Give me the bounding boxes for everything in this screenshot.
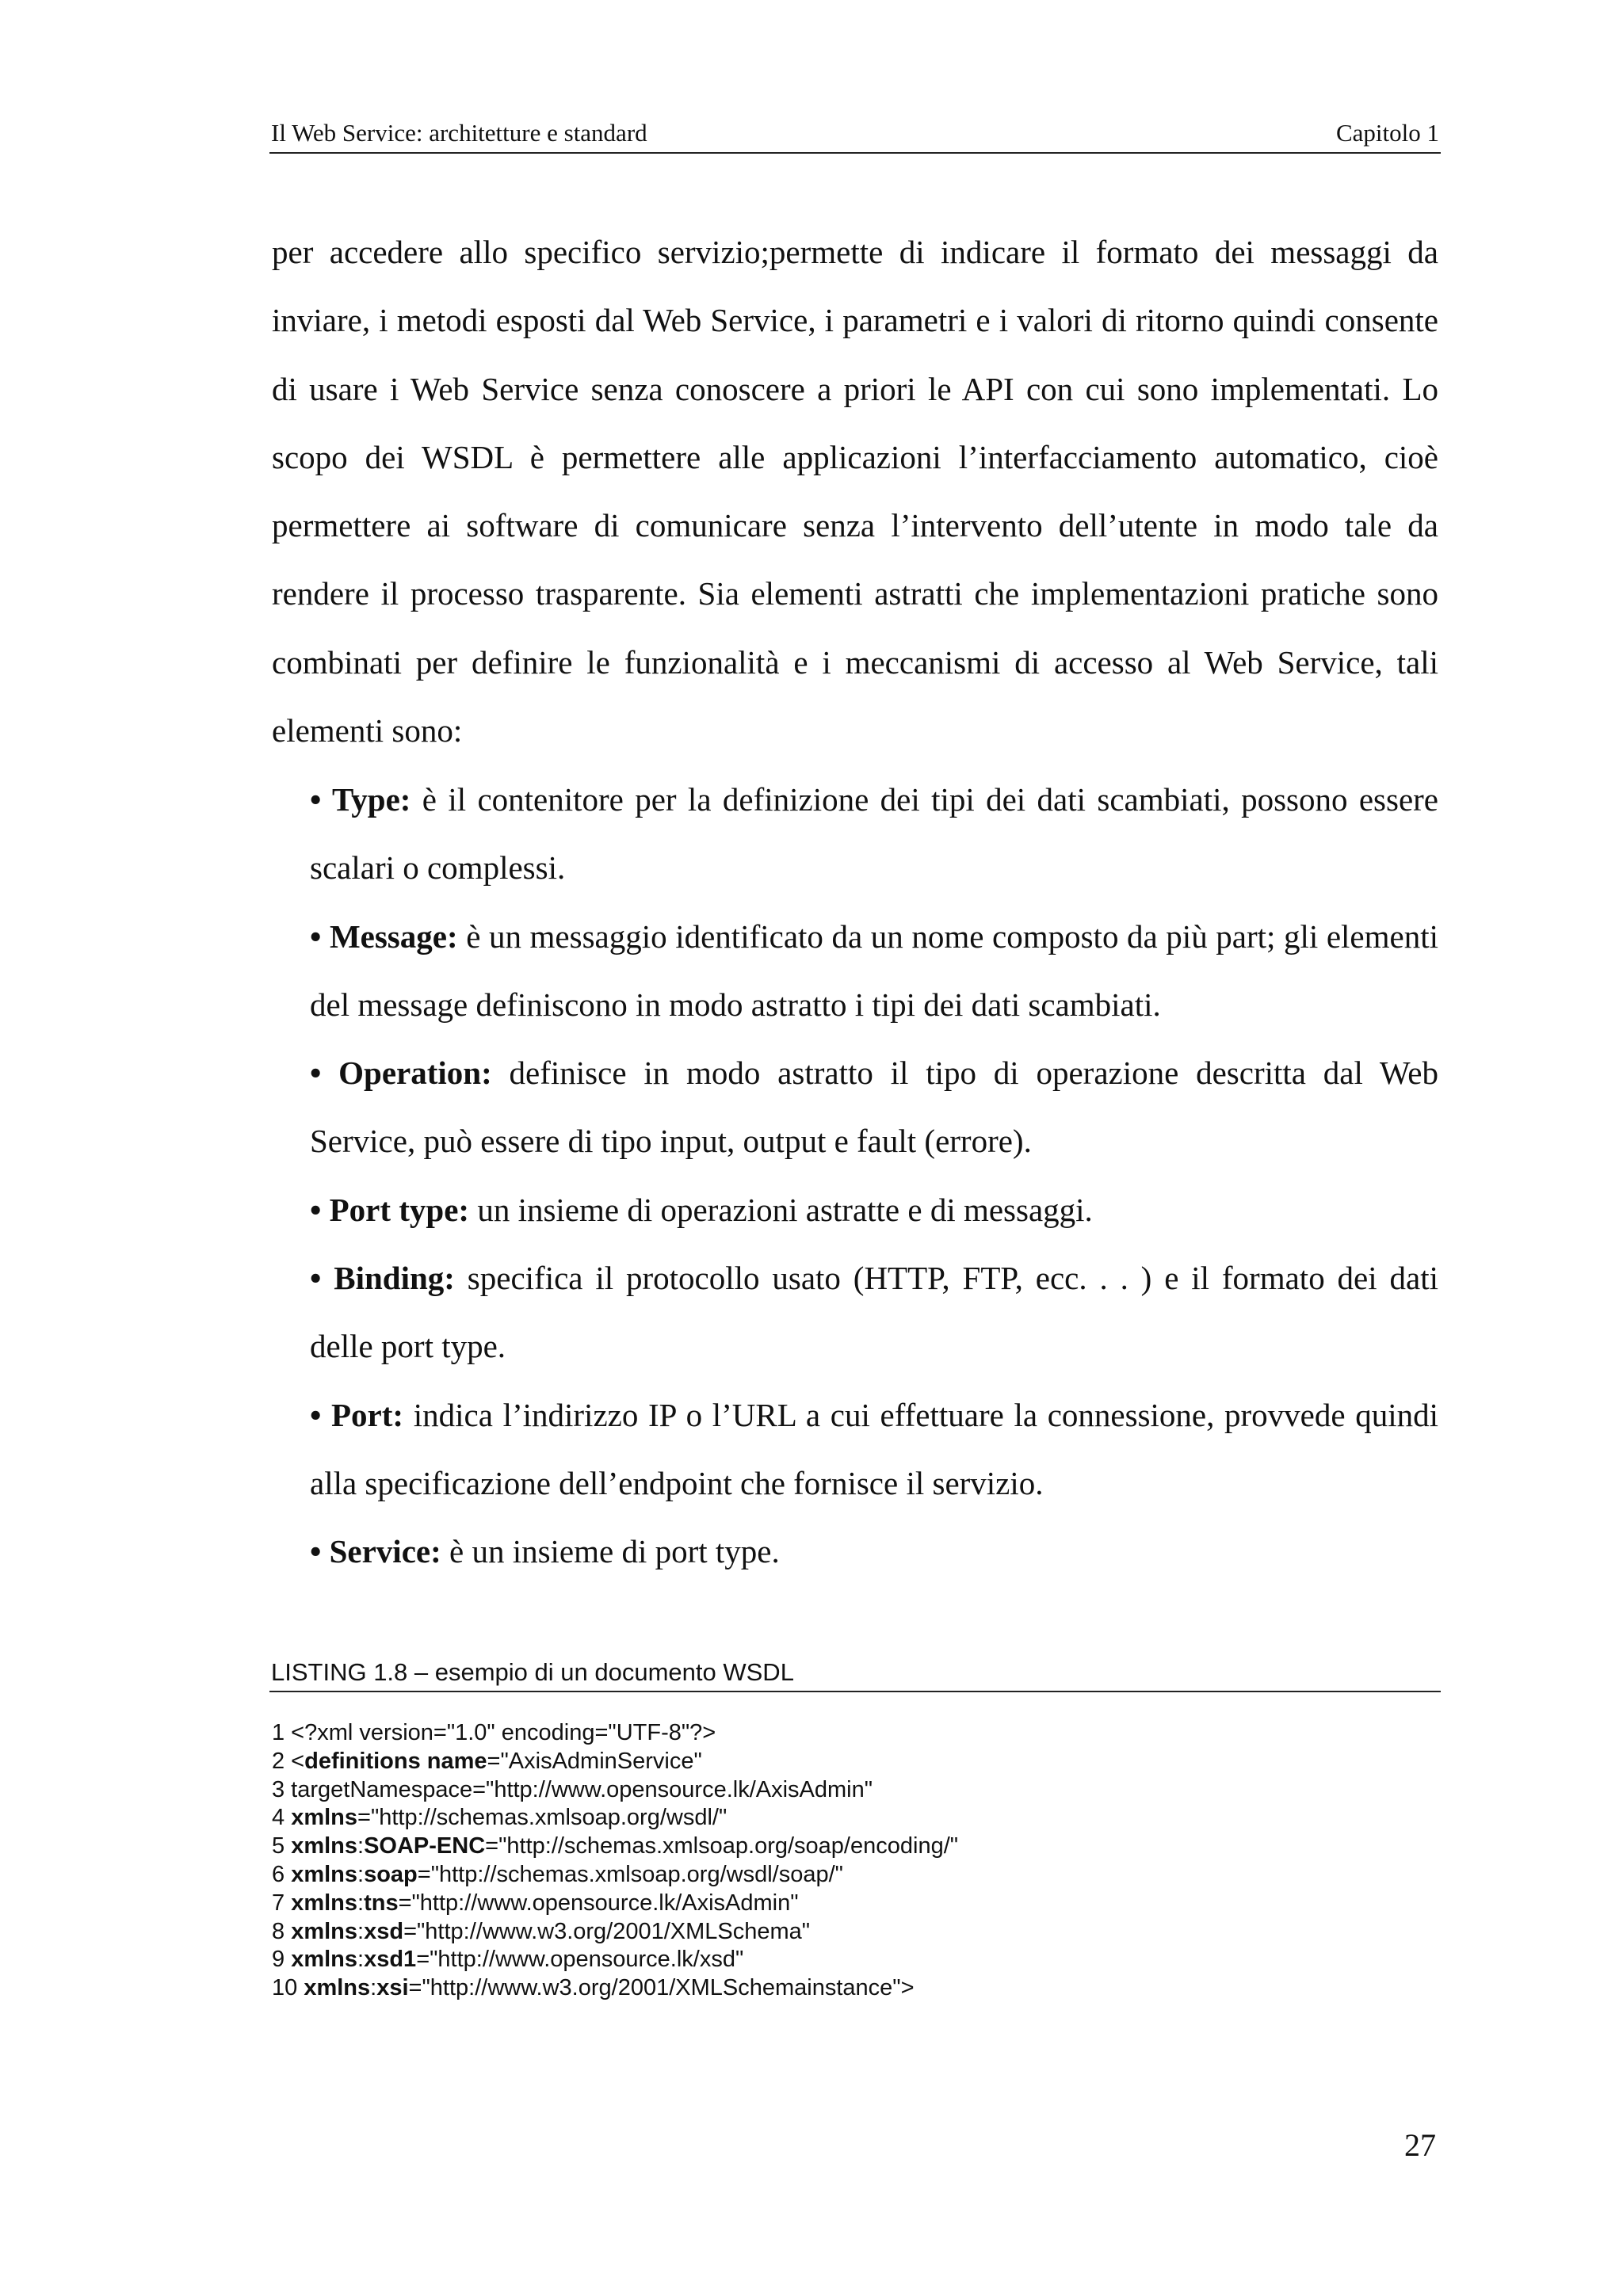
- list-item: • Binding: specifica il protocollo usato (HTTP, FTP, ecc. . . ) e il formato dei dati delle port type.: [310, 1260, 1438, 1365]
- list-item-text: un insieme di operazioni astratte e di messaggi.: [469, 1191, 1093, 1228]
- list-item-term: Port type:: [329, 1191, 470, 1228]
- running-header: [269, 114, 1441, 154]
- page-number: 27: [1404, 2127, 1436, 2163]
- code-line: 5 xmlns:SOAP-ENC="http://schemas.xmlsoap.org/soap/encoding/": [272, 1833, 959, 1859]
- list-item-term: Binding:: [334, 1260, 455, 1297]
- list-item-term: Message:: [329, 917, 458, 955]
- list-item-text: specifica il protocollo usato (HTTP, FTP, ecc. . . ) e il formato dei dati delle port type.: [310, 1260, 1438, 1365]
- list-item-term: Service:: [329, 1533, 441, 1570]
- list-item: • Type: è il contenitore per la definizione dei tipi dei dati scambiati, possono essere scalari o complessi.: [310, 781, 1438, 887]
- list-item: • Message: è un messaggio identificato da un nome composto da più part; gli elementi del message definiscono in modo astratto i tipi dei dati scambiati.: [310, 917, 1438, 1023]
- wsdl-elements-list: [310, 765, 1438, 1586]
- code-line: 4 xmlns="http://schemas.xmlsoap.org/wsdl/": [272, 1805, 727, 1831]
- list-item: • Port type: un insieme di operazioni astratte e di messaggi.: [310, 1191, 1093, 1228]
- header-chapter-title: Il Web Service: architetture e standard: [271, 119, 647, 147]
- list-item-text: è un messaggio identificato da un nome composto da più part; gli elementi del message definiscono in modo astratto i tipi dei dati scambiati.: [310, 917, 1438, 1023]
- code-listing: [272, 1719, 1437, 2003]
- listing-caption: [269, 1654, 1441, 1692]
- list-item: • Port: indica l’indirizzo IP o l’URL a cui effettuare la connessione, provvede quindi alla specificazione dell’endpoint che fornisce il servizio.: [310, 1396, 1438, 1501]
- listing-caption-text: LISTING 1.8 – esempio di un documento WSDL: [271, 1658, 794, 1686]
- header-chapter-number: Capitolo 1: [1335, 119, 1439, 147]
- body-paragraph: per accedere allo specifico servizio;permette di indicare il formato dei messaggi da inviare, i metodi esposti dal Web Service, i parametri e i valori di ritorno quindi consente di usare i Web Service senza conoscere a priori le API con cui sono implementati. Lo scopo dei WSDL è permettere alle applicazioni l’interfacciamento automatico, cioè permettere ai software di comunicare senza l’intervento dell’utente in modo tale da rendere il processo trasparente. Sia elementi astratti che implementazioni pratiche sono combinati per definire le funzionalità e i meccanismi di accesso al Web Service, tali elementi sono:: [272, 234, 1438, 749]
- list-item-text: è il contenitore per la definizione dei tipi dei dati scambiati, possono essere scalari o complessi.: [310, 781, 1438, 887]
- code-line: 8 xmlns:xsd="http://www.w3.org/2001/XMLSchema": [272, 1918, 811, 1944]
- list-item-term: Operation:: [338, 1055, 492, 1092]
- code-line: 1 <?xml version="1.0" encoding="UTF-8"?>: [272, 1720, 716, 1745]
- code-line: 6 xmlns:soap="http://schemas.xmlsoap.org/wsdl/soap/": [272, 1861, 843, 1887]
- code-line: 10 xmlns:xsi="http://www.w3.org/2001/XMLSchemainstance">: [272, 1975, 915, 2001]
- list-item: • Service: è un insieme di port type.: [310, 1533, 780, 1570]
- list-item-term: Type:: [331, 781, 411, 818]
- code-line: 3 targetNamespace="http://www.opensource.lk/AxisAdmin": [272, 1776, 873, 1802]
- code-line: 2 <definitions name="AxisAdminService": [272, 1748, 702, 1774]
- list-item: • Operation: definisce in modo astratto il tipo di operazione descritta dal Web Service, può essere di tipo input, output e fault (errore).: [310, 1055, 1439, 1160]
- code-line: 9 xmlns:xsd1="http://www.opensource.lk/xsd": [272, 1947, 744, 1973]
- code-line: 7 xmlns:tns="http://www.opensource.lk/AxisAdmin": [272, 1890, 799, 1916]
- list-item-text: definisce in modo astratto il tipo di operazione descritta dal Web Service, può essere di tipo input, output e fault (errore).: [310, 1055, 1439, 1160]
- list-item-text: indica l’indirizzo IP o l’URL a cui effettuare la connessione, provvede quindi alla specificazione dell’endpoint che fornisce il servizio.: [310, 1396, 1438, 1501]
- list-item-text: è un insieme di port type.: [441, 1533, 780, 1570]
- list-item-term: Port:: [331, 1396, 404, 1433]
